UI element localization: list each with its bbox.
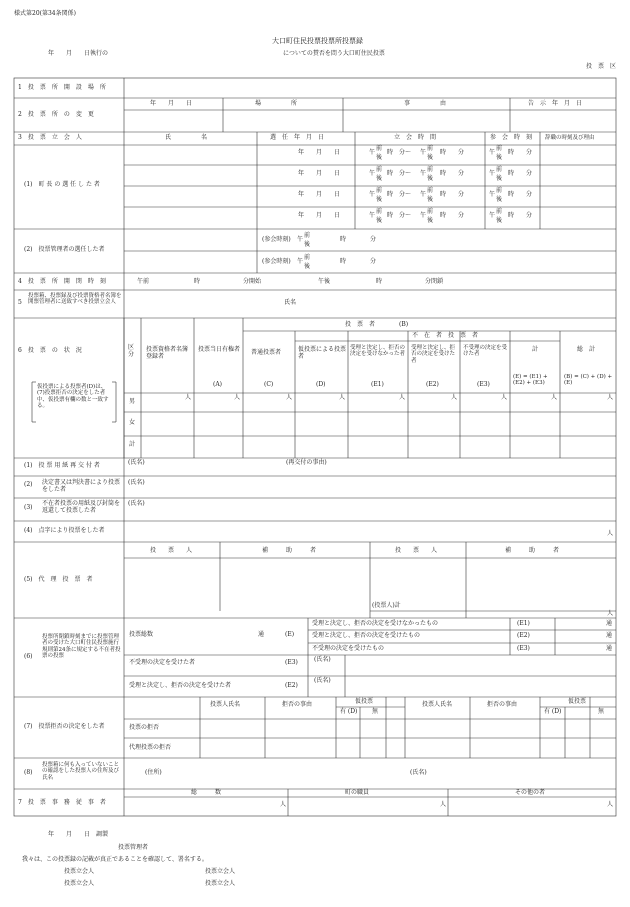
s7-unit3: 人 — [607, 801, 614, 808]
s6-6-r-e2: 受理と決定し、拒否の決定を受けたもの — [312, 632, 421, 639]
s6-6-e2: (E2) — [517, 632, 530, 639]
s6-6-tsu1: 通 — [606, 620, 613, 627]
s6-5-unit: 人 — [607, 610, 614, 617]
s6-col-e1: 受理と決定し、拒否の決定を受けなかった者 — [350, 345, 406, 358]
s6-absentee-header: 不 在 者 投 票 者 — [412, 332, 479, 339]
s2-col-notice: 告 示 年 月 日 — [528, 100, 583, 107]
s3-label: 3 投 票 立 会 人 — [18, 134, 82, 141]
s6-item1-reason: (再交付の事由) — [286, 459, 327, 466]
s6-6-e3: (E3) — [517, 645, 530, 652]
s6-formula-c: (C) — [264, 381, 274, 388]
s3-sub2: (2) 投票管理者の選任した者 — [24, 246, 105, 253]
s4-open-hour: 時 — [194, 278, 201, 285]
s6-6-e3-tag: (E3) — [285, 659, 298, 666]
s6-8-name: (氏名) — [410, 769, 427, 776]
s6-row-female: 女 — [129, 419, 136, 426]
s6-6-label: 投票所閉鎖時刻までに投票管理者の受けた大口町住民投票施行規則第24条に規定する不在者投票の投票 — [42, 634, 121, 659]
s7-staff: 町の職員 — [345, 789, 370, 796]
s7-unit2: 人 — [440, 801, 447, 808]
s6-note: 仮投票による投票者(D)は、(7)投票拒否の決定をした者中、仮投票有欄の数と一致する。 — [37, 384, 109, 409]
form-title: 大口町住民投票投票所投票録 — [272, 37, 363, 45]
s6-col-a: (A) — [213, 381, 223, 388]
s4-open-am: 午前 — [137, 278, 150, 285]
s6-col-kei: 計 — [532, 346, 539, 353]
footer-manager: 投票管理者 — [118, 844, 149, 851]
s6-7-kari-h: 仮投票 — [355, 698, 374, 705]
footer-witness-1: 投票立会人 — [64, 868, 95, 875]
s6-6-name2: (氏名) — [314, 677, 331, 684]
s6-item3-name: (氏名) — [128, 500, 145, 507]
s6-6-total-label: 投票総数 — [129, 631, 154, 638]
s2-label: 2 投 票 所 の 変 更 — [18, 111, 94, 118]
s6-kubun: 区分 — [128, 344, 135, 358]
s6-7-name-h: 投票人氏名 — [210, 701, 241, 708]
s6-formula-b: (B) = (C) + (D) + (E) — [564, 374, 613, 387]
s6-item3-label: 不在者投票の用紙及び封筒を返還して投票した者 — [42, 500, 121, 514]
s6-6-num: (6) — [24, 653, 33, 660]
footer-statement: 我々は、この投票録の記載が真正であることを確認して、署名する。 — [22, 856, 208, 863]
s6-formula-e1: (E1) — [371, 381, 384, 388]
s4-close-hour: 時 — [376, 278, 383, 285]
s6-formula-d: (D) — [316, 381, 326, 388]
s6-col-futsu: 普通投票者 — [251, 349, 282, 356]
s6-8-label: 投票箱に何も入っていないことの確認をした投票人の住所及び氏名 — [42, 762, 120, 781]
s3-col-resign: 辞職の時刻及び理由 — [545, 135, 595, 141]
s6-item2-name: (氏名) — [128, 479, 145, 486]
s3-sub1: (1) 町 長 の 選 任 し た 者 — [24, 181, 100, 188]
s2-col-date: 年 月 日 — [150, 100, 193, 107]
s6-col-kari: 仮投票による投票者 — [298, 346, 347, 360]
s6-col-e3: 不受理の決定を受けた者 — [463, 345, 508, 358]
footer-witness-2: 投票立会人 — [205, 868, 236, 875]
s6-6-e2-label: 受理と決定し、拒否の決定を受けた者 — [129, 682, 232, 689]
s6-item2-label: 決定書又は判決書により投票をした者 — [42, 479, 121, 493]
s6-8-num: (8) — [24, 769, 33, 776]
s6-7-reason-h2: 拒否の事由 — [487, 701, 518, 708]
s6-label: 6 投 票 の 状 況 — [18, 347, 82, 354]
s6-5-helper-h: 補 助 者 — [262, 547, 317, 554]
s6-7-name-h2: 投票人氏名 — [422, 701, 453, 708]
s6-5-voter-h2: 投 票 人 — [395, 547, 438, 554]
s6-6-tsu3: 通 — [606, 645, 613, 652]
s6-row-total: 計 — [129, 441, 136, 448]
s6-item1-label: (1) 投 票 用 紙 再 交 付 者 — [24, 462, 100, 469]
s6-item4-unit: 人 — [607, 530, 614, 537]
s2-col-reason: 事 由 — [404, 100, 447, 107]
s6-7-reason-h: 拒否の事由 — [282, 701, 313, 708]
s6-col-e2: 受理と決定し、拒否の決定を受けた者 — [411, 345, 456, 364]
s6-item3-num: (3) — [24, 504, 33, 511]
execution-date: 年 月 日執行の — [48, 50, 109, 57]
s3-col-appoint: 選 任 年 月 日 — [270, 134, 325, 141]
footer-witness-3: 投票立会人 — [64, 880, 95, 887]
s3-col-time: 立 会 時 間 — [394, 134, 437, 141]
s5-label: 投票箱、投票録及び投票資格者名簿を開票管理者に送致すべき投票立会人 — [28, 293, 122, 306]
s6-col-touhyou: 投票当日有権者 — [198, 346, 241, 353]
district-label: 投 票 区 — [586, 63, 617, 70]
s4-close-pm: 午後 — [318, 278, 331, 285]
s7-unit1: 人 — [280, 801, 287, 808]
form-number: 様式第20(第34条関係) — [14, 10, 76, 17]
s7-other: その他の者 — [515, 789, 546, 796]
s6-6-name1: (氏名) — [314, 656, 331, 663]
s6-item1-name: (氏名) — [128, 459, 145, 466]
s6-formula-e: (E) = (E1) + (E2) + (E3) — [513, 374, 548, 387]
s6-5-helper-h2: 補 助 者 — [505, 547, 560, 554]
s6-6-r-e1: 受理と決定し、拒否の決定を受けなかったもの — [312, 620, 439, 627]
s6-7-nashi2: 無 — [598, 708, 605, 715]
s6-7-ari2: 有 (D) — [544, 708, 562, 715]
s6-6-e1: (E1) — [517, 620, 530, 627]
s6-item2-num: (2) — [24, 481, 33, 488]
s4-open-min: 分開始 — [243, 278, 262, 285]
s3-col-name: 氏 名 — [165, 134, 208, 141]
s1-label: 1 投 票 所 開 設 場 所 — [18, 84, 106, 91]
s6-voters-header: 投 票 者 (B) — [345, 321, 409, 328]
s6-7-r2: 代理投票の拒否 — [129, 744, 172, 751]
s4-label: 4 投 票 所 開 閉 時 刻 — [18, 278, 106, 285]
s3-col-arrival: 参 会 時 刻 — [490, 134, 533, 141]
s4-close-min: 分閉鎖 — [425, 278, 444, 285]
s6-8-addr: (住所) — [145, 769, 162, 776]
s6-7-r1: 投票の拒否 — [129, 724, 160, 731]
s6-6-e: (E) — [285, 631, 295, 638]
s6-7-ari: 有 (D) — [340, 708, 358, 715]
s6-6-tsu2: 通 — [606, 632, 613, 639]
s6-7-kari-h2: 仮投票 — [568, 698, 587, 705]
footer-witness-4: 投票立会人 — [205, 880, 236, 887]
s6-5-label: (5) 代 理 投 票 者 — [24, 576, 93, 583]
s2-col-place: 場 所 — [255, 100, 298, 107]
s6-formula-e2: (E2) — [426, 381, 439, 388]
s6-6-r-e3: 不受理の決定を受けたもの — [312, 645, 385, 652]
s6-6-tsu: 通 — [258, 631, 265, 638]
s6-6-e3-label: 不受理の決定を受けた者 — [129, 659, 196, 666]
s6-6-e2-tag: (E2) — [285, 682, 298, 689]
footer-date: 年 月 日 調製 — [48, 831, 109, 838]
s6-formula-e3: (E3) — [477, 381, 490, 388]
s6-5-total: (投票人)計 — [372, 602, 401, 609]
s6-7-label: (7) 投票拒否の決定をした者 — [24, 723, 105, 730]
s6-row-male: 男 — [129, 398, 136, 405]
s6-7-nashi: 無 — [372, 708, 379, 715]
s6-item4-label: (4) 点字により投票をした者 — [24, 527, 105, 534]
s5-name: 氏名 — [284, 299, 297, 306]
s6-5-voter-h: 投 票 人 — [150, 547, 193, 554]
form-subtitle: についての賛否を問う大口町住民投票 — [283, 50, 385, 57]
s5-num: 5 — [18, 299, 22, 306]
s7-label: 7 投 票 事 務 従 事 者 — [18, 799, 106, 806]
s6-col-soukei: 総 計 — [577, 346, 596, 353]
s7-total: 総 数 — [191, 789, 222, 796]
s6-col-meibo: 投票資格者名簿登録者 — [146, 346, 189, 360]
